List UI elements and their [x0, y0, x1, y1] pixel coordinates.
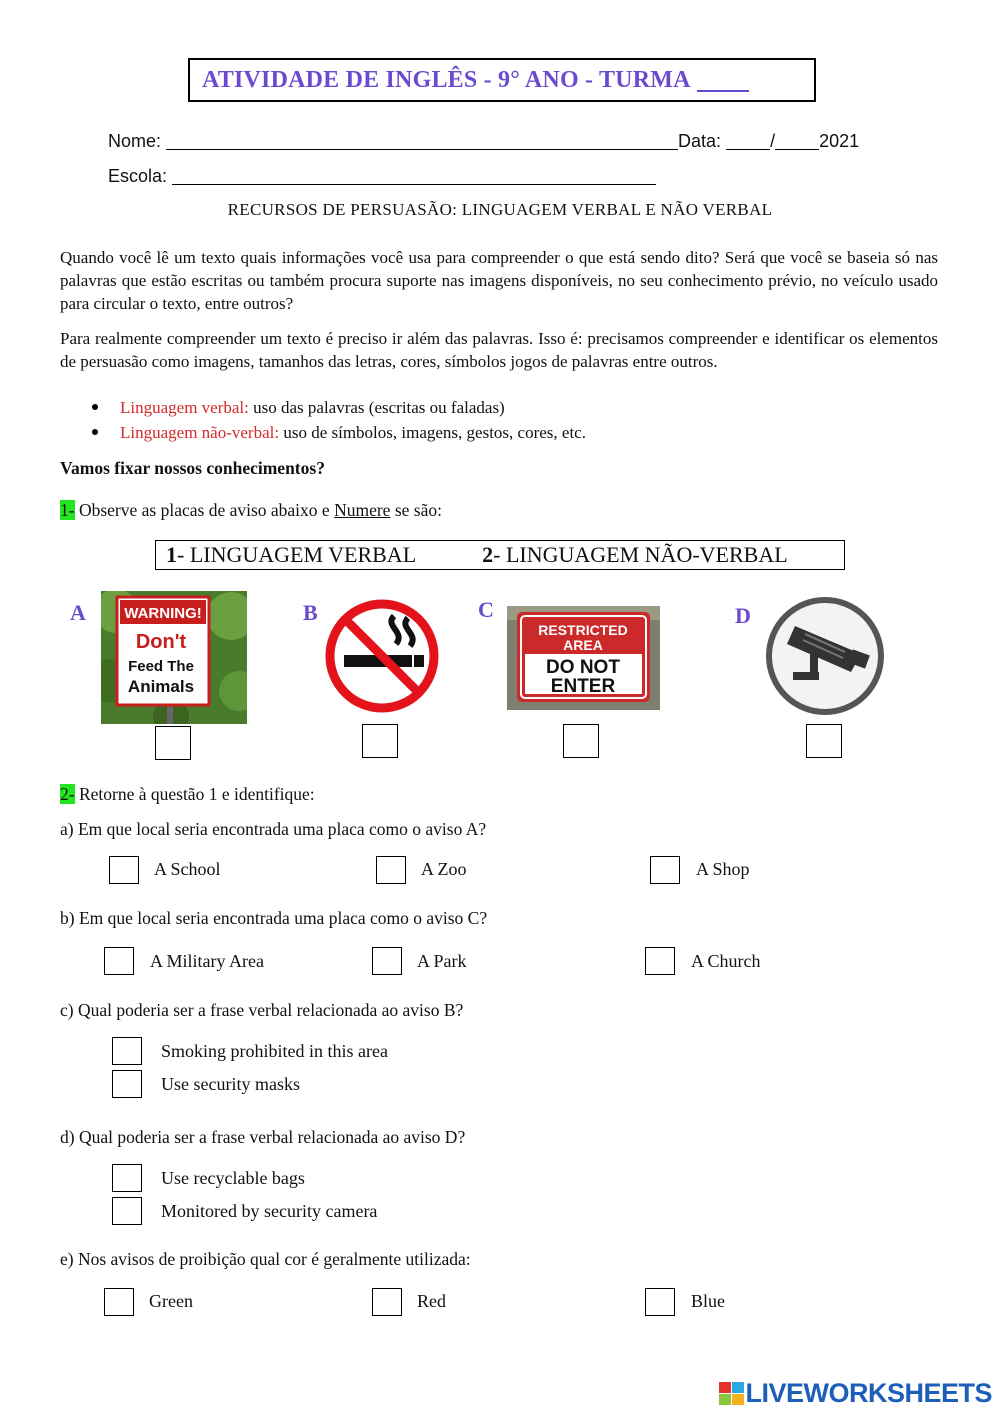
answer-box-b[interactable]: [362, 724, 398, 758]
option-school: A School: [154, 859, 221, 879]
bullet-dot-icon: [92, 429, 98, 435]
question-text: Observe as placas de aviso abaixo e: [74, 500, 335, 520]
option-church: A Church: [691, 951, 761, 971]
legend-number-1: 1: [166, 542, 177, 567]
sign-c-image: [507, 606, 660, 710]
sign-c-line-2: AREA: [563, 637, 603, 653]
date-day-line[interactable]: [726, 131, 770, 150]
bullet-nonverbal: [92, 423, 586, 443]
sign-c-line-4: ENTER: [550, 676, 616, 697]
option-smoking-prohibited: Smoking prohibited in this area: [161, 1041, 388, 1061]
section-subtitle: RECURSOS DE PERSUASÃO: LINGUAGEM VERBAL E NÃO VERBAL: [227, 200, 773, 219]
legend-verbal: - LINGUAGEM VERBAL: [177, 542, 417, 567]
option-zoo: A Zoo: [421, 859, 467, 879]
question-2d: d) Qual poderia ser a frase verbal relacionada ao aviso D?: [60, 1127, 466, 1147]
option-park: A Park: [417, 951, 467, 971]
numere-word: Numere: [334, 500, 391, 520]
option-military-area: A Military Area: [150, 951, 264, 971]
question-2b: b) Em que local seria encontrada uma placa como o aviso C?: [60, 908, 488, 928]
option-red: Red: [417, 1291, 446, 1311]
sign-c-line-1: RESTRICTED: [538, 622, 628, 638]
bullet-desc: uso de símbolos, imagens, gestos, cores, etc.: [279, 423, 586, 442]
legend-number-2: 2: [482, 542, 494, 567]
sign-a-line-3: Feed The: [128, 658, 194, 675]
sign-a-image: [101, 591, 247, 724]
checkbox-blue[interactable]: [645, 1288, 675, 1316]
option-security-camera: Monitored by security camera: [161, 1201, 378, 1221]
option-security-masks: Use security masks: [161, 1074, 300, 1094]
worksheet-title: ATIVIDADE DE INGLÊS - 9° ANO - TURMA: [202, 66, 691, 93]
checkbox-military-area[interactable]: [104, 947, 134, 975]
sign-letter-a: A: [70, 600, 86, 625]
sign-a-line-2: Don't: [135, 631, 187, 653]
school-label: Escola:: [108, 166, 168, 186]
checkbox-recyclable-bags[interactable]: [112, 1164, 142, 1192]
option-blue: Blue: [691, 1291, 725, 1311]
option-green: Green: [149, 1291, 193, 1311]
bullet-dot-icon: [92, 404, 98, 410]
turma-blank: [697, 68, 749, 92]
question-text: Retorne à questão 1 e identifique:: [74, 784, 315, 804]
checkbox-security-camera[interactable]: [112, 1197, 142, 1225]
question-2c: c) Qual poderia ser a frase verbal relacionada ao aviso B?: [60, 1000, 464, 1020]
name-input-line[interactable]: [166, 131, 678, 150]
title-box: [188, 58, 816, 102]
bullet-desc: uso das palavras (escritas ou faladas): [248, 398, 505, 417]
school-row: [108, 166, 656, 187]
sign-c-line-3: DO NOT: [546, 657, 620, 678]
bullet-verbal: [92, 398, 505, 418]
answer-box-a[interactable]: [155, 726, 191, 760]
liveworksheets-logo-text: LIVEWORKSHEETS: [745, 1378, 992, 1408]
checkbox-park[interactable]: [372, 947, 402, 975]
question-2: [60, 784, 315, 805]
sign-d-camera-icon: [765, 596, 885, 716]
checkbox-zoo[interactable]: [376, 856, 406, 884]
intro-paragraph-1: Quando você lê um texto quais informações você usa para compreender o que está sendo dito? Será que você se baseia só nas palavras que estão escritas ou também procura suporte nas imagens disponíveis, no seu conhecimento prévio, no veículo usado para circular o texto, entre outros?: [60, 248, 938, 313]
intro-paragraph-2: Para realmente compreender um texto é preciso ir além das palavras. Isso é: precisamos compreender e identificar os elementos de persuasão como imagens, tamanhos das letras, cores, símbolos jogos de palavras entre outros.: [60, 329, 938, 371]
sign-b-no-smoking-icon: [324, 598, 440, 714]
question-number: 1-: [60, 500, 75, 520]
option-shop: A Shop: [696, 859, 750, 879]
question-number: 2-: [60, 784, 75, 804]
date-slash: /: [770, 131, 776, 151]
question-2a: a) Em que local seria encontrada uma placa como o aviso A?: [60, 819, 487, 839]
liveworksheets-logo-icon: [719, 1382, 745, 1406]
date-label: Data:: [678, 131, 722, 151]
checkbox-red[interactable]: [372, 1288, 402, 1316]
checkbox-church[interactable]: [645, 947, 675, 975]
answer-box-c[interactable]: [563, 724, 599, 758]
option-recyclable-bags: Use recyclable bags: [161, 1168, 305, 1188]
sign-letter-d: D: [735, 603, 751, 628]
date-year: 2021: [819, 131, 860, 151]
checkbox-green[interactable]: [104, 1288, 134, 1316]
fix-heading: Vamos fixar nossos conhecimentos?: [60, 458, 325, 478]
school-input-line[interactable]: [172, 166, 656, 185]
legend-nonverbal: - LINGUAGEM NÃO-VERBAL: [493, 542, 788, 567]
answer-box-d[interactable]: [806, 724, 842, 758]
bullet-term: Linguagem verbal:: [120, 398, 249, 417]
bullet-term: Linguagem não-verbal:: [120, 423, 280, 442]
date-month-line[interactable]: [775, 131, 819, 150]
sign-a-line-4: Animals: [127, 677, 195, 696]
sign-letter-b: B: [303, 600, 318, 625]
checkbox-school[interactable]: [109, 856, 139, 884]
name-date-row: [108, 131, 859, 152]
question-text-end: se são:: [390, 500, 442, 520]
checkbox-smoking-prohibited[interactable]: [112, 1037, 142, 1065]
question-2e: e) Nos avisos de proibição qual cor é geralmente utilizada:: [60, 1249, 471, 1269]
name-label: Nome:: [108, 131, 162, 151]
sign-letter-c: C: [478, 597, 494, 622]
liveworksheets-logo[interactable]: [719, 1378, 992, 1409]
sign-a-line-1: WARNING!: [124, 605, 202, 622]
legend-box: [155, 540, 845, 570]
question-1: [60, 500, 442, 521]
checkbox-security-masks[interactable]: [112, 1070, 142, 1098]
checkbox-shop[interactable]: [650, 856, 680, 884]
